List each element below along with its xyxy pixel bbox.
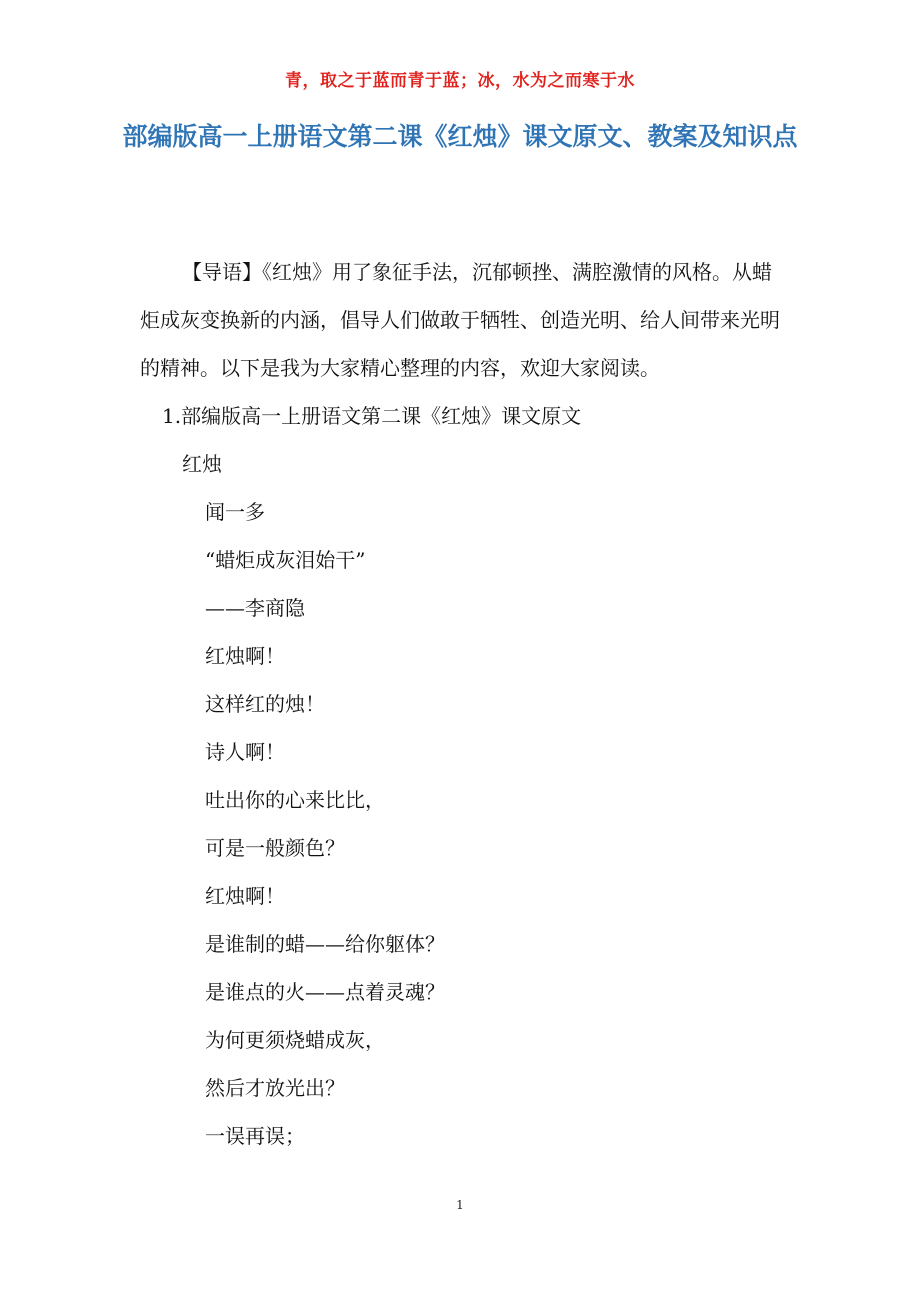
poem-epigraph-source: ——李商隐 bbox=[205, 596, 305, 620]
poem-line: 然后才放光出？ bbox=[205, 1076, 345, 1100]
poem-line: 红烛啊！ bbox=[205, 884, 285, 908]
header-motto: 青，取之于蓝而青于蓝；冰，水为之而寒于水 bbox=[285, 71, 635, 91]
poem-author: 闻一多 bbox=[205, 500, 265, 524]
poem-line: 这样红的烛！ bbox=[205, 692, 325, 716]
poem-epigraph: “蜡炬成灰泪始干” bbox=[205, 548, 366, 572]
poem-line: 为何更须烧蜡成灰， bbox=[205, 1028, 385, 1052]
section-heading: 1.部编版高一上册语文第二课《红烛》课文原文 bbox=[162, 404, 582, 428]
intro-paragraph: 【导语】《红烛》用了象征手法，沉郁顿挫、满腔激情的风格。从蜡炬成灰变换新的内涵，倡导人们做敢于牺牲、创造光明、给人间带来光明的精神。以下是我为大家精心整理的内容，欢迎大家阅读。 bbox=[140, 260, 780, 380]
poem-line: 是谁点的火——点着灵魂？ bbox=[205, 980, 445, 1004]
page-number: 1 bbox=[456, 1198, 464, 1212]
poem-lines bbox=[205, 488, 445, 1160]
poem-line: 可是一般颜色？ bbox=[205, 836, 345, 860]
poem-line: 诗人啊！ bbox=[205, 740, 285, 764]
poem-line: 红烛啊！ bbox=[205, 644, 285, 668]
poem-title: 红烛 bbox=[182, 452, 222, 476]
poem-line: 是谁制的蜡——给你躯体？ bbox=[205, 932, 445, 956]
poem-line: 吐出你的心来比比， bbox=[205, 788, 385, 812]
document-title: 部编版高一上册语文第二课《红烛》课文原文、教案及知识点 bbox=[122, 122, 798, 151]
poem-line: 一误再误； bbox=[205, 1124, 305, 1148]
